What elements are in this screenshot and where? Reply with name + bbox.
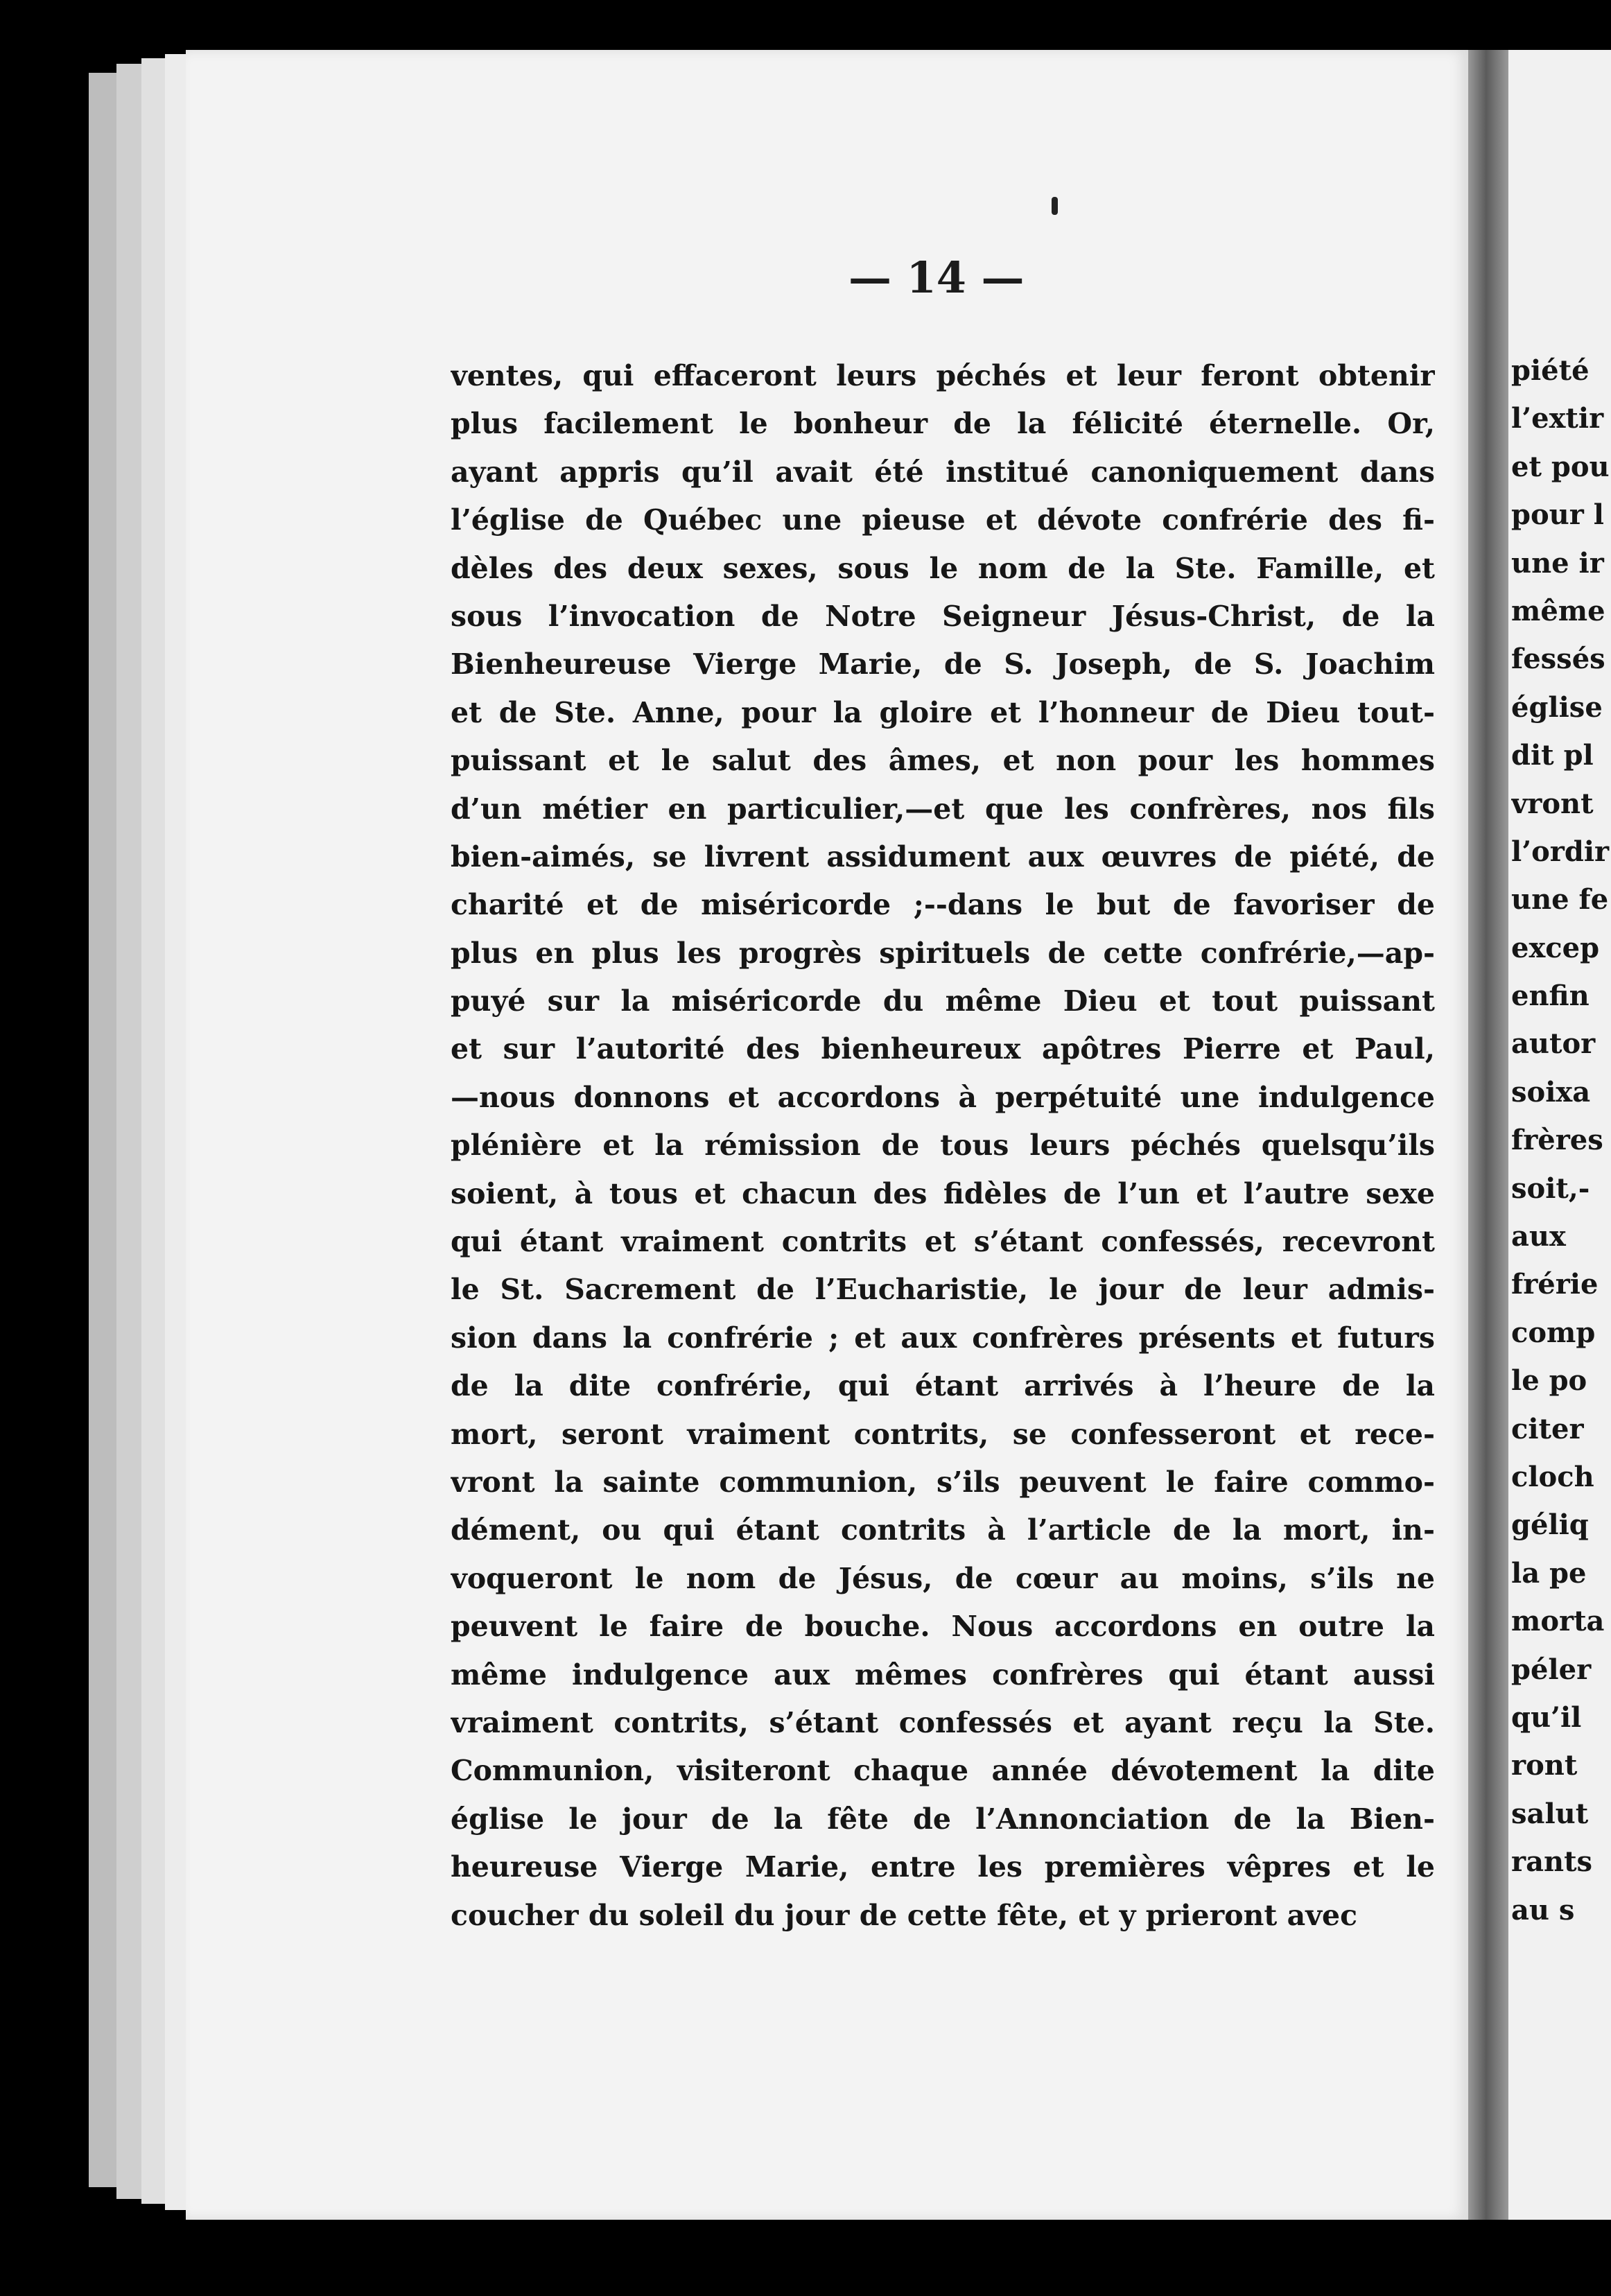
text-line: d’un métier en particulier,—et que les confrères, nos fils (451, 792, 1435, 826)
text-line: coucher du soleil du jour de cette fête, et y prieront avec (451, 1898, 1358, 1932)
text-line: dément, ou qui étant contrits à l’article de la mort, in- (451, 1513, 1435, 1547)
text-fragment: église (1511, 690, 1603, 724)
text-line: peuvent le faire de bouche. Nous accordons en outre la (451, 1610, 1435, 1644)
text-fragment: même (1511, 594, 1605, 627)
text-fragment: la pe (1511, 1556, 1587, 1590)
text-line: même indulgence aux mêmes confrères qui étant aussi (451, 1658, 1435, 1691)
text-fragment: vront (1511, 787, 1594, 820)
text-line: ventes, qui effaceront leurs péchés et leur feront obtenir (451, 359, 1435, 392)
page-number: — 14 — (848, 252, 1025, 303)
text-line: l’église de Québec une pieuse et dévote confrérie des fi- (451, 503, 1435, 537)
text-fragment: au s (1511, 1893, 1575, 1927)
text-fragment: aux (1511, 1220, 1566, 1253)
text-fragment: morta (1511, 1605, 1605, 1638)
text-fragment: piété (1511, 354, 1590, 387)
text-fragment: ront (1511, 1749, 1578, 1782)
page-edge (116, 64, 143, 2199)
text-fragment: l’extir (1511, 402, 1604, 435)
text-fragment: frérie (1511, 1268, 1599, 1301)
text-line: charité et de miséricorde ;--dans le but de favoriser de (451, 888, 1435, 922)
text-fragment: une ir (1511, 546, 1604, 580)
text-fragment: le po (1511, 1364, 1587, 1398)
text-fragment: enfin (1511, 980, 1590, 1013)
text-fragment: soixa (1511, 1075, 1591, 1108)
book-gutter (1468, 50, 1508, 2220)
text-line: voqueront le nom de Jésus, de cœur au moins, s’ils ne (451, 1561, 1435, 1595)
text-line: soient, à tous et chacun des fidèles de l’un et l’autre sexe (451, 1176, 1435, 1210)
text-line: vront la sainte communion, s’ils peuvent le faire commo- (451, 1465, 1435, 1499)
text-fragment: pour l (1511, 498, 1604, 532)
text-fragment: salut (1511, 1797, 1589, 1830)
text-line: plénière et la rémission de tous leurs péchés quelsqu’ils (451, 1129, 1435, 1163)
text-line: église le jour de la fête de l’Annonciation de la Bien- (451, 1802, 1435, 1836)
body-text (451, 352, 1435, 1940)
text-line: et de Ste. Anne, pour la gloire et l’honneur de Dieu tout- (451, 695, 1435, 729)
text-line: plus en plus les progrès spirituels de cette confrérie,—ap- (451, 936, 1435, 970)
text-fragment: autor (1511, 1027, 1596, 1061)
page-edge (165, 54, 188, 2210)
text-fragment: citer (1511, 1412, 1584, 1445)
page-edge (141, 58, 167, 2204)
text-fragment: frères (1511, 1124, 1603, 1157)
text-fragment: rants (1511, 1845, 1593, 1879)
text-line: vraiment contrits, s’étant confessés et ayant reçu la Ste. (451, 1705, 1435, 1739)
text-fragment: péler (1511, 1653, 1592, 1686)
text-line: sous l’invocation de Notre Seigneur Jésus-Christ, de la (451, 599, 1435, 633)
page-edge (89, 73, 119, 2187)
ink-speck (1052, 197, 1058, 215)
text-line: heureuse Vierge Marie, entre les premières vêpres et le (451, 1850, 1435, 1884)
text-fragment: soit,- (1511, 1172, 1590, 1205)
text-fragment: cloch (1511, 1460, 1594, 1493)
text-line: Communion, visiteront chaque année dévotement la dite (451, 1754, 1435, 1788)
text-fragment: l’ordir (1511, 835, 1610, 868)
text-line: le St. Sacrement de l’Eucharistie, le jour de leur admis- (451, 1273, 1435, 1307)
text-line: bien-aimés, se livrent assidument aux œuvres de piété, de (451, 840, 1435, 873)
text-line: mort, seront vraiment contrits, se confesseront et rece- (451, 1417, 1435, 1451)
text-fragment: fessés (1511, 643, 1605, 676)
text-fragment: qu’il (1511, 1701, 1582, 1734)
text-line: et sur l’autorité des bienheureux apôtres Pierre et Paul, (451, 1032, 1435, 1066)
text-line: qui étant vraiment contrits et s’étant confessés, recevront (451, 1225, 1435, 1259)
right-page-text (1511, 347, 1611, 1934)
text-fragment: excep (1511, 931, 1600, 964)
text-line: dèles des deux sexes, sous le nom de la Ste. Famille, et (451, 551, 1435, 585)
text-line: Bienheureuse Vierge Marie, de S. Joseph, de S. Joachim (451, 647, 1435, 681)
text-line: ayant appris qu’il avait été institué canoniquement dans (451, 455, 1435, 489)
text-fragment: dit pl (1511, 739, 1594, 772)
text-fragment: comp (1511, 1316, 1596, 1349)
text-line: plus facilement le bonheur de la félicité éternelle. Or, (451, 407, 1435, 441)
text-line: de la dite confrérie, qui étant arrivés à l’heure de la (451, 1369, 1435, 1403)
text-fragment: une fe (1511, 883, 1609, 916)
text-line: sion dans la confrérie ; et aux confrères présents et futurs (451, 1321, 1435, 1355)
text-fragment: géliq (1511, 1508, 1589, 1542)
text-fragment: et pou (1511, 450, 1610, 483)
text-line: puyé sur la miséricorde du même Dieu et tout puissant (451, 984, 1435, 1018)
text-line: —nous donnons et accordons à perpétuité une indulgence (451, 1080, 1435, 1114)
text-line: puissant et le salut des âmes, et non pour les hommes (451, 744, 1435, 778)
